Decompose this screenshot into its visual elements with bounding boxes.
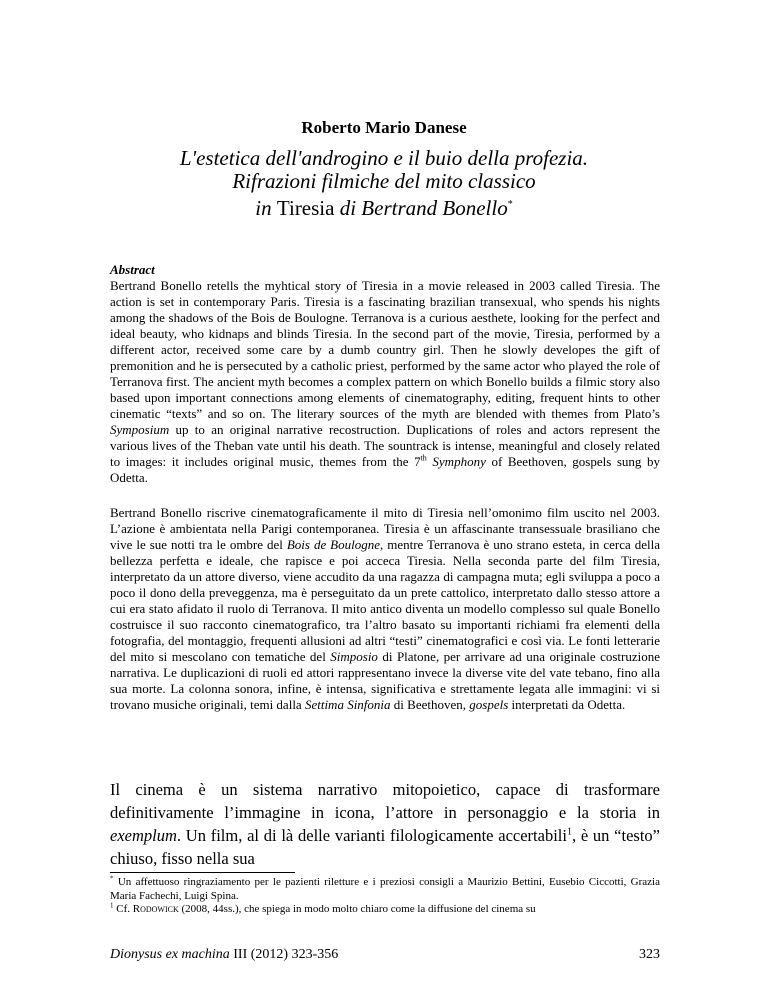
body-text-3: , è un “testo” chiuso, fisso nella sua xyxy=(110,826,660,868)
abstract-it-simposio: Simposio xyxy=(330,649,378,664)
footnote-divider xyxy=(110,872,295,873)
journal-citation xyxy=(110,947,338,963)
abstract-heading: Abstract xyxy=(110,262,155,277)
footnote-1-author: Rodowick xyxy=(132,903,179,915)
abstract-en-text-3: of Beethoven, gospels sung by Odetta. xyxy=(110,454,661,485)
page-number: 323 xyxy=(639,947,660,962)
abstract-en-text-1: Bertrand Bonello retells the myhtical story of Tiresia in a movie released in 2003 called Tiresia. The action is set in contemporary Paris. Tiresia is a fascinating brazilian transexual, who spends his nights among the shadows of the Bois de Boulogne. Terranova is a curious aesthete, looking for the perfect and ideal beauty, who kidnaps and blinds Tiresia. In the second part of the movie, Tiresia, performed by a different actor, received some care by a dumb country girl. Then he slowly developes the gift of premonition and he is persecuted by a catholic priest, performed by the same actor who played the role of Terranova first. The ancient myth becomes a complex pattern on which Bonello builds a filmic story also based upon important connections among elements of cinematography, editing, frequent hints to other cinematic “texts” and so on. The literary sources of the myth are blended with themes from Plato’s xyxy=(110,278,660,421)
abstract-it-text-3: di Platone, per arrivare ad una originale costruzione narrativa. Le duplicazioni di ruoli ed attori rappresentano invece la diverse vite del vate tebano, fino alla sua morte. La colonna sonora, infine, è intensa, significativa e strettamente legata alle immagini: vi si trovano musiche originali, temi dalla xyxy=(110,649,661,712)
title-in: in xyxy=(255,196,272,220)
abstract-en-symphony: Symphony xyxy=(432,454,486,469)
body-text-1: Il cinema è un sistema narrativo mitopoietico, capace di trasformare definitivamente l’immagine in icona, l’attore in personaggio e la storia in xyxy=(110,780,660,822)
title-director: di Bertrand Bonello xyxy=(339,196,508,220)
title-film-name: Tiresia xyxy=(276,196,335,220)
title-footnote-mark: * xyxy=(507,199,513,210)
footnote-star xyxy=(110,876,660,903)
body-text-2: . Un film, al di là delle varianti filologicamente accertabili xyxy=(176,826,567,845)
journal-name: Dionysus ex machina xyxy=(110,947,230,962)
abstract-it-text-2: , mentre Terranova è uno strano esteta, in cerca della bellezza perfetta e ideale, che rapisce e poi acceca Tiresia. Nella seconda parte del film Tiresia, interpretato da un attore diverso, viene accudito da una ragazza di campagna muta; egli sviluppa a poco a poco il dono della preveggenza, ma è perseguitato da un prete cattolico, interpretato dallo stesso attore a cui era stato afidato il ruolo di Terranova. Il mito antico diventa un modello complesso sul quale Bonello costruisce il suo racconto cinematografico, tra l’altro basato su importanti richiami fra elementi della fotografia, del montaggio, frequenti allusioni ad altri “testi” cinematografici e così via. Le fonti letterarie del mito si mescolano con tematiche del xyxy=(110,537,660,664)
footnote-1 xyxy=(110,903,660,917)
abstract-en-symposium: Symposium xyxy=(110,422,170,437)
author-name: Roberto Mario Danese xyxy=(301,118,467,137)
abstract-it-gospels: gospels xyxy=(469,697,509,712)
title-line-2: Rifrazioni filmiche del mito classico xyxy=(232,169,536,193)
abstract-english xyxy=(110,278,660,486)
footnote-1-prefix: Cf. xyxy=(116,903,130,915)
footnote-ref-1[interactable]: 1 xyxy=(566,826,572,838)
body-exemplum: exemplum xyxy=(110,826,177,845)
footnotes xyxy=(110,876,660,917)
footnote-1-mark: 1 xyxy=(110,901,114,910)
abstract-it-sinfonia: Settima Sinfonia xyxy=(304,697,391,712)
abstract-it-text-4: di Beethoven, xyxy=(393,697,467,712)
article-title xyxy=(0,147,768,220)
abstract-it-text-5: interpretati da Odetta. xyxy=(511,697,626,712)
abstract-it-text-1: Bertrand Bonello riscrive cinematograficamente il mito di Tiresia nell’omonimo film uscito nel 2003. L’azione è ambientata nella Parigi contemporanea. Tiresia è un affascinante transessuale brasiliano che vive le sue notti tra le ombre del xyxy=(110,505,660,552)
title-line-3 xyxy=(0,193,768,220)
title-line-1: L'estetica dell'androgino e il buio della profezia. xyxy=(179,146,589,170)
footnote-star-text: Un affettuoso ringraziamento per le pazienti riletture e i preziosi consigli a Maurizio Bettini, Eusebio Ciccotti, Grazia Maria Fachechi, Luigi Spina. xyxy=(110,876,660,902)
abstract-italian xyxy=(110,505,660,713)
journal-volume: III (2012) 323-356 xyxy=(233,947,339,962)
abstract-en-th: th xyxy=(420,453,427,463)
footnote-star-mark: * xyxy=(110,874,114,883)
body-paragraph xyxy=(110,778,660,870)
footnote-1-text: (2008, 44ss.), che spiega in modo molto chiaro come la diffusione del cinema su xyxy=(181,903,536,915)
abstract-it-bois: Bois de Boulogne xyxy=(286,537,380,552)
abstract-en-text-2: up to an original narrative recostruction. Duplications of roles and actors represent the various lives of the Theban vate until his death. The sountrack is intense, meaningful and closely related to images: it includes original music, themes from the 7 xyxy=(110,422,660,469)
